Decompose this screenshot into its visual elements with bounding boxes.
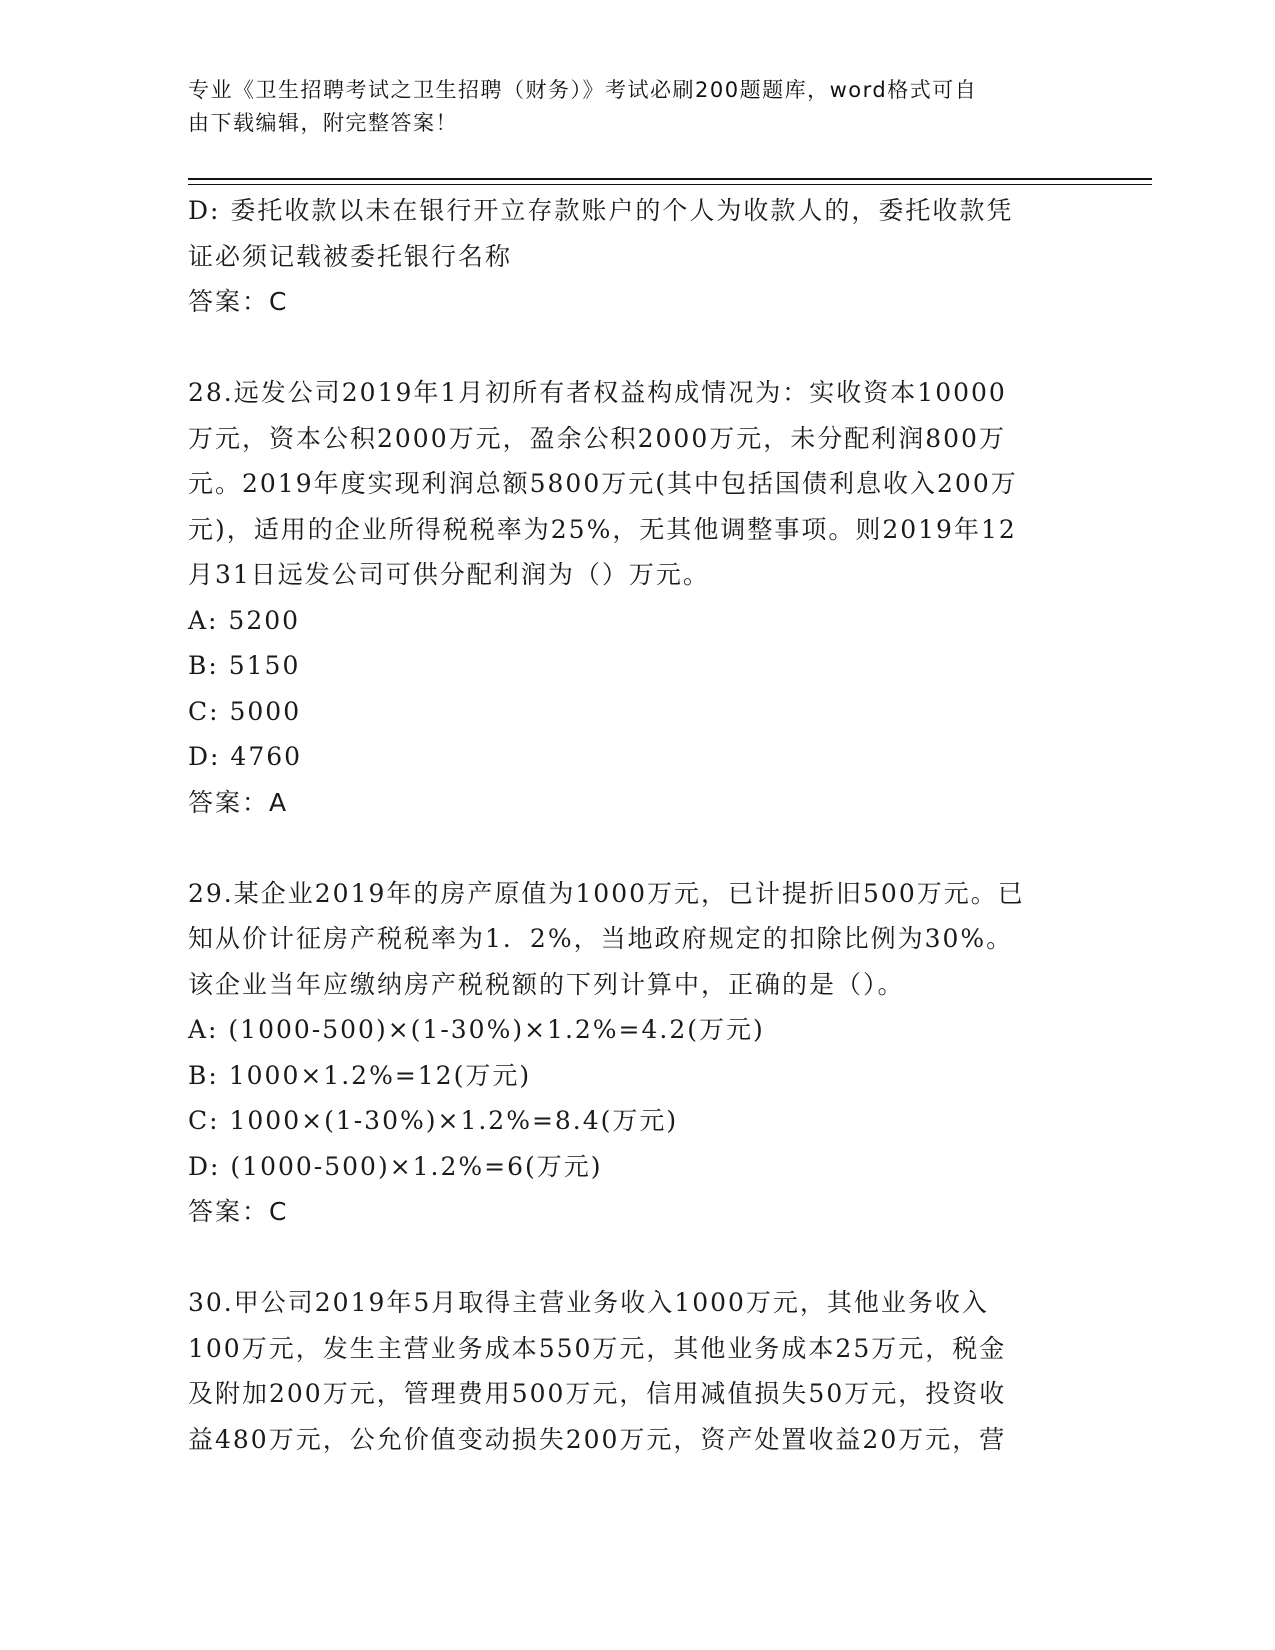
header-rule-thin: [188, 184, 1152, 185]
header-rule-thick: [188, 178, 1152, 180]
q29-option-b: B: 1000×1.2%=12(万元): [188, 1060, 532, 1090]
header-line-1: 专业《卫生招聘考试之卫生招聘（财务）》考试必刷200题题库，word格式可自: [188, 78, 978, 102]
prev-option-d-line-2: 证必须记载被委托银行名称: [188, 241, 513, 271]
q30-stem-line-2: 100万元，发生主营业务成本550万元，其他业务成本25万元，税金: [188, 1333, 1007, 1363]
q29-option-d: D: (1000-500)×1.2%=6(万元): [188, 1151, 603, 1181]
q29-option-a: A: (1000-500)×(1-30%)×1.2%=4.2(万元): [188, 1015, 765, 1044]
q29-stem-line-3: 该企业当年应缴纳房产税税额的下列计算中，正确的是（）。: [188, 969, 905, 999]
q28-option-d: D: 4760: [188, 742, 303, 771]
q28-option-b: B: 5150: [188, 651, 301, 680]
prev-option-d-line-1: D: 委托收款以未在银行开立存款账户的个人为收款人的，委托收款凭: [188, 196, 1014, 225]
document-header: [188, 74, 1068, 140]
q28-stem-line-2: 万元，资本公积2000万元，盈余公积2000万元，未分配利润800万: [188, 423, 1006, 453]
q28-stem-line-1: 28.远发公司2019年1月初所有者权益构成情况为：实收资本10000: [188, 378, 1007, 407]
question-gap: [188, 325, 1078, 371]
q29-stem-line-1: 29.某企业2019年的房产原值为1000万元，已计提折旧500万元。已: [188, 878, 1025, 908]
q30-stem-line-1: 30.甲公司2019年5月取得主营业务收入1000万元，其他业务收入: [188, 1288, 989, 1317]
question-gap: [188, 1235, 1078, 1281]
q30-stem-line-3: 及附加200万元，管理费用500万元，信用减值损失50万元，投资收: [188, 1379, 1007, 1408]
q30-stem-line-4: 益480万元，公允价值变动损失200万元，资产处置收益20万元，营: [188, 1424, 1007, 1454]
q28-stem-line-3: 元。2019年度实现利润总额5800万元(其中包括国债利息收入200万: [188, 469, 1018, 498]
question-30: [188, 1280, 1078, 1462]
question-28: [188, 370, 1078, 825]
q29-stem-line-2: 知从价计征房产税税率为1．2%，当地政府规定的扣除比例为30%。: [188, 924, 1014, 953]
q29-option-c: C: 1000×(1-30%)×1.2%=8.4(万元): [188, 1106, 679, 1135]
question-29: [188, 871, 1078, 1235]
q28-answer: 答案：A: [188, 787, 289, 817]
q28-stem-line-4: 元)，适用的企业所得税税率为25%，无其他调整事项。则2019年12: [188, 514, 1017, 544]
q28-option-a: A: 5200: [188, 605, 301, 635]
question-gap: [188, 825, 1078, 871]
q29-answer: 答案：C: [188, 1197, 289, 1226]
q28-stem-line-5: 月31日远发公司可供分配利润为（）万元。: [188, 560, 710, 589]
document-body: [188, 188, 1078, 1462]
header-line-2: 由下载编辑，附完整答案！: [188, 111, 458, 135]
q28-option-c: C: 5000: [188, 696, 302, 726]
prev-answer: 答案：C: [188, 287, 289, 316]
